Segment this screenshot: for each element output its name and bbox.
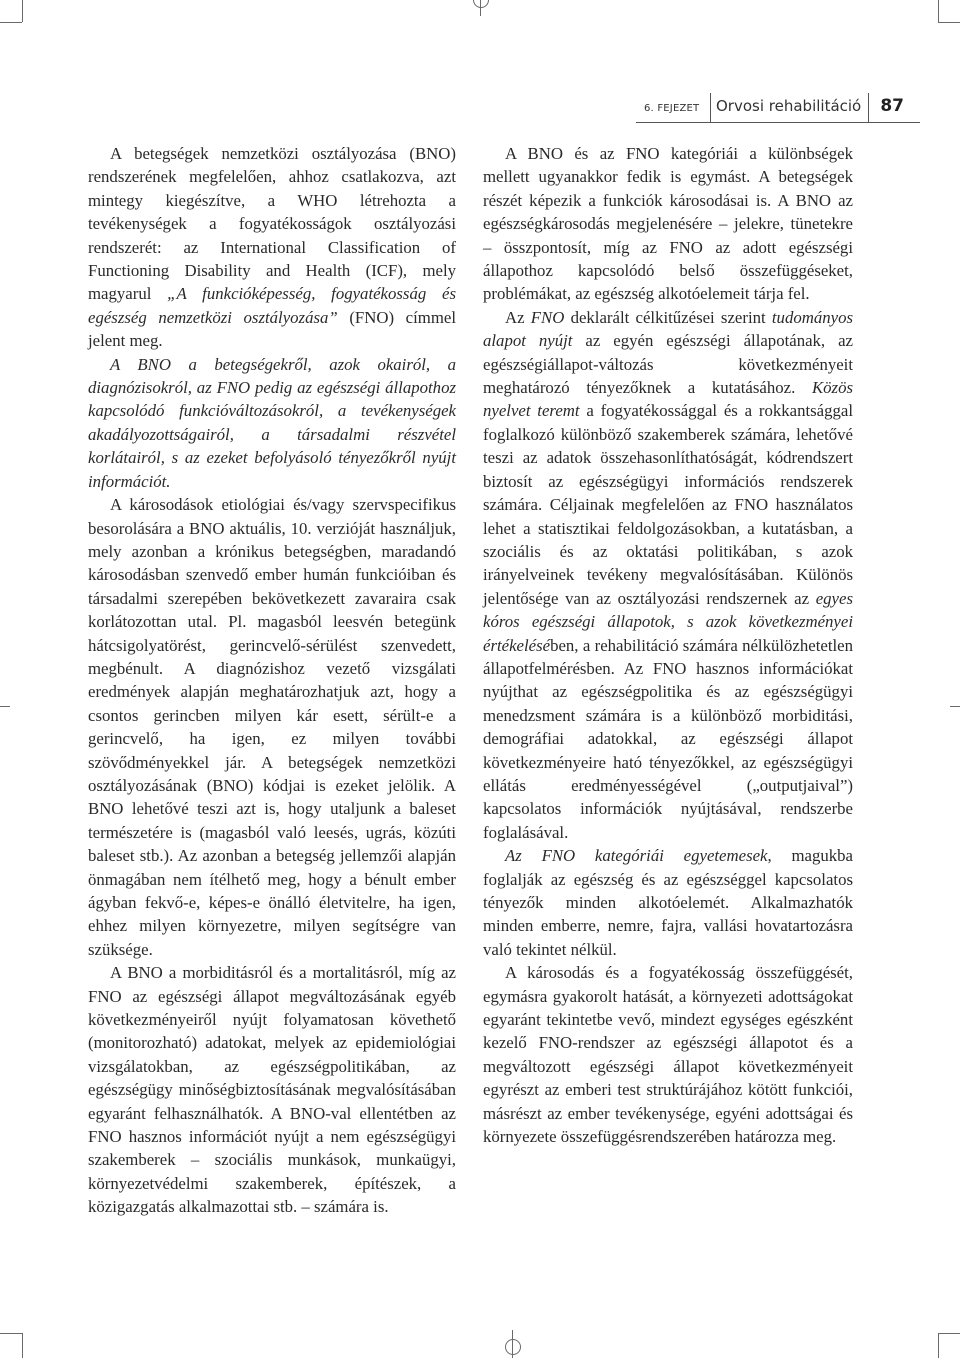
paragraph-morbidity: A BNO a morbiditásról és a mortalitásról, míg az FNO az egészségi állapot megváltozásának egyéb következményeiről nyújt folyamatosan követhető (monitorozható) adatokat, melyek az epidemiológiai vizsgálatokban, az egészségpolitikában, az egészségügy minőségbiztosításának megvalósításában egyaránt felhasználhatók. A BNO-val ellentétben az FNO hasznos információt nyújt a nem egészségügyi szakemberek – szociális munkások, munkaügyi, környezetvédelmi szakemberek, építészek, a közigazgatás alkalmazottai stb. – számára is. <box>88 963 456 1217</box>
side-mark-left <box>0 706 10 707</box>
paragraph-bno-version: A károsodások etiológiai és/vagy szervspecifikus besorolására a BNO aktuális, 10. verzióját használjuk, mely azonban a krónikus betegségben, maradandó károsodásban szenvedő ember humán funkcióiban és társadalmi szerepében bekövetkezett zavaraira csak korlátozottan utal. Pl. magasból leesvén betegünk hátcsigolyatörést, gerincvelő-sérülést szenvedett, megbénult. A diagnózishoz vezető vizsgálati eredmények alapján meghatározhatjuk azt, hogy a csontos gerincben milyen kár esett, sérült-e a gerincvelő, ha igen, ez milyen további szövődményekkel jár. A betegségek nemzetközi osztályozásának (BNO) kódjai is ezeket jelölik. A BNO lehetővé teszi azt is, hogy utaljunk a baleset természetére is (magasból való leesés, ugrás, közúti baleset stb.). Az azonban a betegség jellemzői alapján önmagában nem ítélhető meg, hogy a bénult ember ágyban fekvő-e, képes-e önálló életvitelre, ha igen, ehhez milyen környezetre, milyen segítségre van szüksége. <box>88 495 456 959</box>
text-segment: deklarált célkitűzései szerint <box>564 307 772 327</box>
crop-mark-bottom-left <box>0 1333 22 1334</box>
registration-mark-bottom <box>505 1339 521 1355</box>
crop-mark-bottom-right <box>938 1333 960 1334</box>
text-segment: az egyén egészségi állapotának, az egészségiállapot-változás következményeit meghatározó tényezőknek a kutatásához. <box>483 331 853 398</box>
italic-segment: egyes kóros egészségi állapotok, s azok következményei értékelésé <box>483 588 853 655</box>
crop-mark-bottom-left-v <box>22 1333 23 1358</box>
header-divider-right <box>868 93 869 123</box>
paragraph-fno-system: A károsodás és a fogyatékosság összefüggését, egymásra gyakorolt hatását, a környezeti adottságokat egyaránt tekintetbe vevő, mindezt egységes egészként kezelő FNO-rendszer az egészségi állapotot és a megváltozott egészségi állapot következményeit egyrészt az emberi test struktúrájához kötött funkciói, másrészt az ember tevékenysége, egyéni adottságai és környezete összefüggésrendszerében határozza meg. <box>483 963 853 1147</box>
header-rule <box>636 122 920 123</box>
text-segment: a fogyatékossággal és a rokkantsággal foglalkozó különböző szakemberek számára, lehetővé teszi az adatok összehasonlíthatóságát, kódrendszert biztosít az egészségügyi információs rendszerek számára. Céljainak megfelelően az FNO használatos lehet a statisztikai feldolgozásokban, a kutatásban, a szociális és az oktatási politikában, s azok irányelveinek tevékeny megvalósításában. Különös jelentősége van az osztályozási rendszernek az <box>483 401 853 608</box>
running-header <box>636 93 920 123</box>
crop-mark-top-right-v <box>938 0 939 22</box>
registration-mark-top <box>473 0 489 8</box>
paragraph-fno-goals <box>483 306 853 844</box>
italic-segment: FNO <box>530 307 565 327</box>
running-title: Orvosi rehabilitáció <box>716 97 862 115</box>
crop-mark-top-right <box>938 22 960 23</box>
right-column <box>483 142 853 1148</box>
fno-title-italic: „A funkcióképesség, fogyatékosság és egészség nemzetközi osztályozása” <box>88 284 456 327</box>
text-segment: Az <box>505 307 531 327</box>
paragraph-text: A betegségek nemzetközi osztályozása (BNO) rendszerének megfelelően, ahhoz csatlakozva, azt mintegy kiegészítve, a WHO létrehozta a tevékenységek a fogyatékosságok osztályozási rendszerét: az International Classification of Functioning Disability and Health (ICF), mely magyarul <box>88 144 456 304</box>
crop-mark-top-left <box>0 22 22 23</box>
registration-line-top <box>480 0 481 16</box>
text-segment: , magukba foglalják az egészség és az egészséggel kapcsolatos tényezők minden alkotóelemét. Alkalmazhatók minden emberre, nemre, fajra, vallási hovatartozásra való tekintet nélkül. <box>483 846 854 959</box>
paragraph-text-tail: (FNO) címmel jelent meg. <box>88 307 457 351</box>
text-segment: ben, a rehabilitáció számára nélkülözhetetlen állapotfelmérésben. Az FNO hasznos információkat nyújthat az egészségpolitika és az egészségügyi menedzsment számára is a különböző morbiditási, demográfiai adatokkal, az egészségi állapot következményeire ható tényezőkkel, az egészségügyi ellátás eredményességével („outputjaival”) kapcsolatos információk nyújtásával, rendszerbe foglalásával. <box>483 635 853 842</box>
italic-segment: tudományos alapot nyújt <box>483 307 853 351</box>
registration-line-bottom <box>512 1330 513 1358</box>
paragraph-categories-overlap: A BNO és az FNO kategóriái a különbségek mellett ugyanakkor fedik is egymást. A betegségek részét képezik a funkciók károsodásai is. A BNO az egészségkárosodás megjelenésére – jelekre, tünetekre – összpontosít, míg az FNO az adott egészségi állapothoz kapcsolódó belső összefüggéseket, problémákat, az egészség alkotóelemeit tárja fel. <box>483 144 853 304</box>
italic-segment: Közös nyelvet teremt <box>483 378 853 421</box>
paragraph-bno-fno-italic: A BNO a betegségekről, azok okairól, a diagnózisokról, az FNO pedig az egészségi állapothoz kapcsolódó funkcióváltozásokról, a tevékenységek akadályozottságairól, a társadalmi részvétel korlátairól, s az ezeket befolyásoló tényezőkről nyújt információt. <box>88 354 456 491</box>
paragraph-universal-categories <box>483 844 853 961</box>
crop-mark-top-left-v <box>22 0 23 22</box>
page-number: 87 <box>880 96 904 116</box>
left-column <box>88 142 456 1219</box>
header-divider-left <box>710 93 711 123</box>
chapter-label: 6. FEJEZET <box>644 103 700 114</box>
italic-segment: Az FNO kategóriái egyetemesek <box>505 846 768 866</box>
paragraph-icf-intro <box>88 142 456 353</box>
crop-mark-bottom-right-v <box>938 1333 939 1358</box>
side-mark-right <box>950 706 960 707</box>
